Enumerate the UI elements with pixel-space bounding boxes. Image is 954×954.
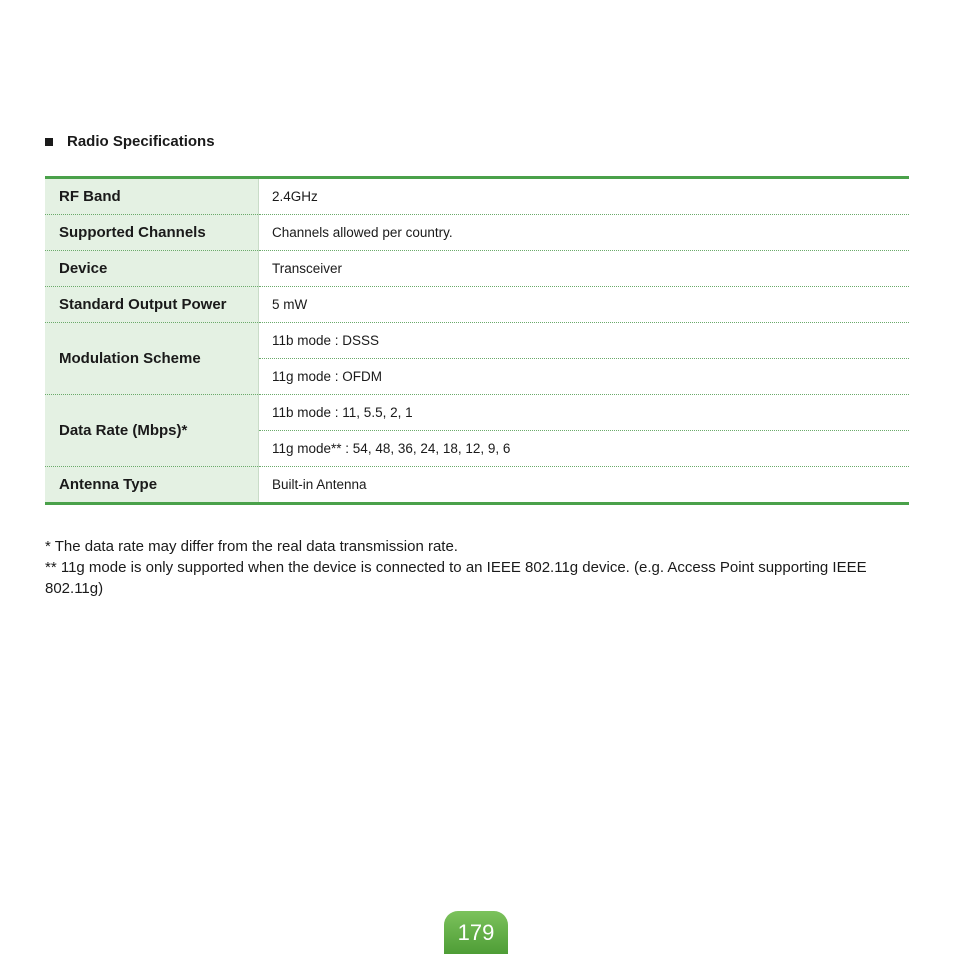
footnote: ** 11g mode is only supported when the device is connected to an IEEE 802.11g device. (e.g. Access Point supporting IEEE 802.11g) [45,559,867,597]
radio-spec-table [45,176,909,505]
row-value: 5 mW [259,287,910,323]
page-number-tab [444,911,508,954]
row-value: 11g mode : OFDM [259,359,910,395]
table-row [45,467,909,504]
table-row [45,215,909,251]
table-row [45,287,909,323]
table-row [45,251,909,287]
row-label: Standard Output Power [45,287,259,323]
row-value: 11g mode** : 54, 48, 36, 24, 18, 12, 9, 6 [259,431,910,467]
row-value: Built-in Antenna [272,477,367,492]
square-bullet-icon [45,138,53,146]
row-value: Channels allowed per country. [259,215,910,251]
row-label: Modulation Scheme [45,323,259,395]
row-label: Device [45,251,259,287]
row-value: 2.4GHz [259,178,910,215]
row-value: Transceiver [259,251,910,287]
row-value: 11b mode : DSSS [259,323,910,359]
section-heading [45,133,215,150]
row-label: RF Band [45,178,259,215]
row-label: Supported Channels [45,215,259,251]
table-row [45,178,909,215]
row-label: Antenna Type [45,467,259,504]
footnotes [45,536,905,599]
section-title: Radio Specifications [67,133,215,150]
row-value: 11b mode : 11, 5.5, 2, 1 [259,395,910,431]
table-row [45,395,909,431]
page-number: 179 [457,919,495,945]
table-row [45,323,909,359]
row-label: Data Rate (Mbps)* [45,395,259,467]
footnote: * The data rate may differ from the real data transmission rate. [45,538,458,555]
